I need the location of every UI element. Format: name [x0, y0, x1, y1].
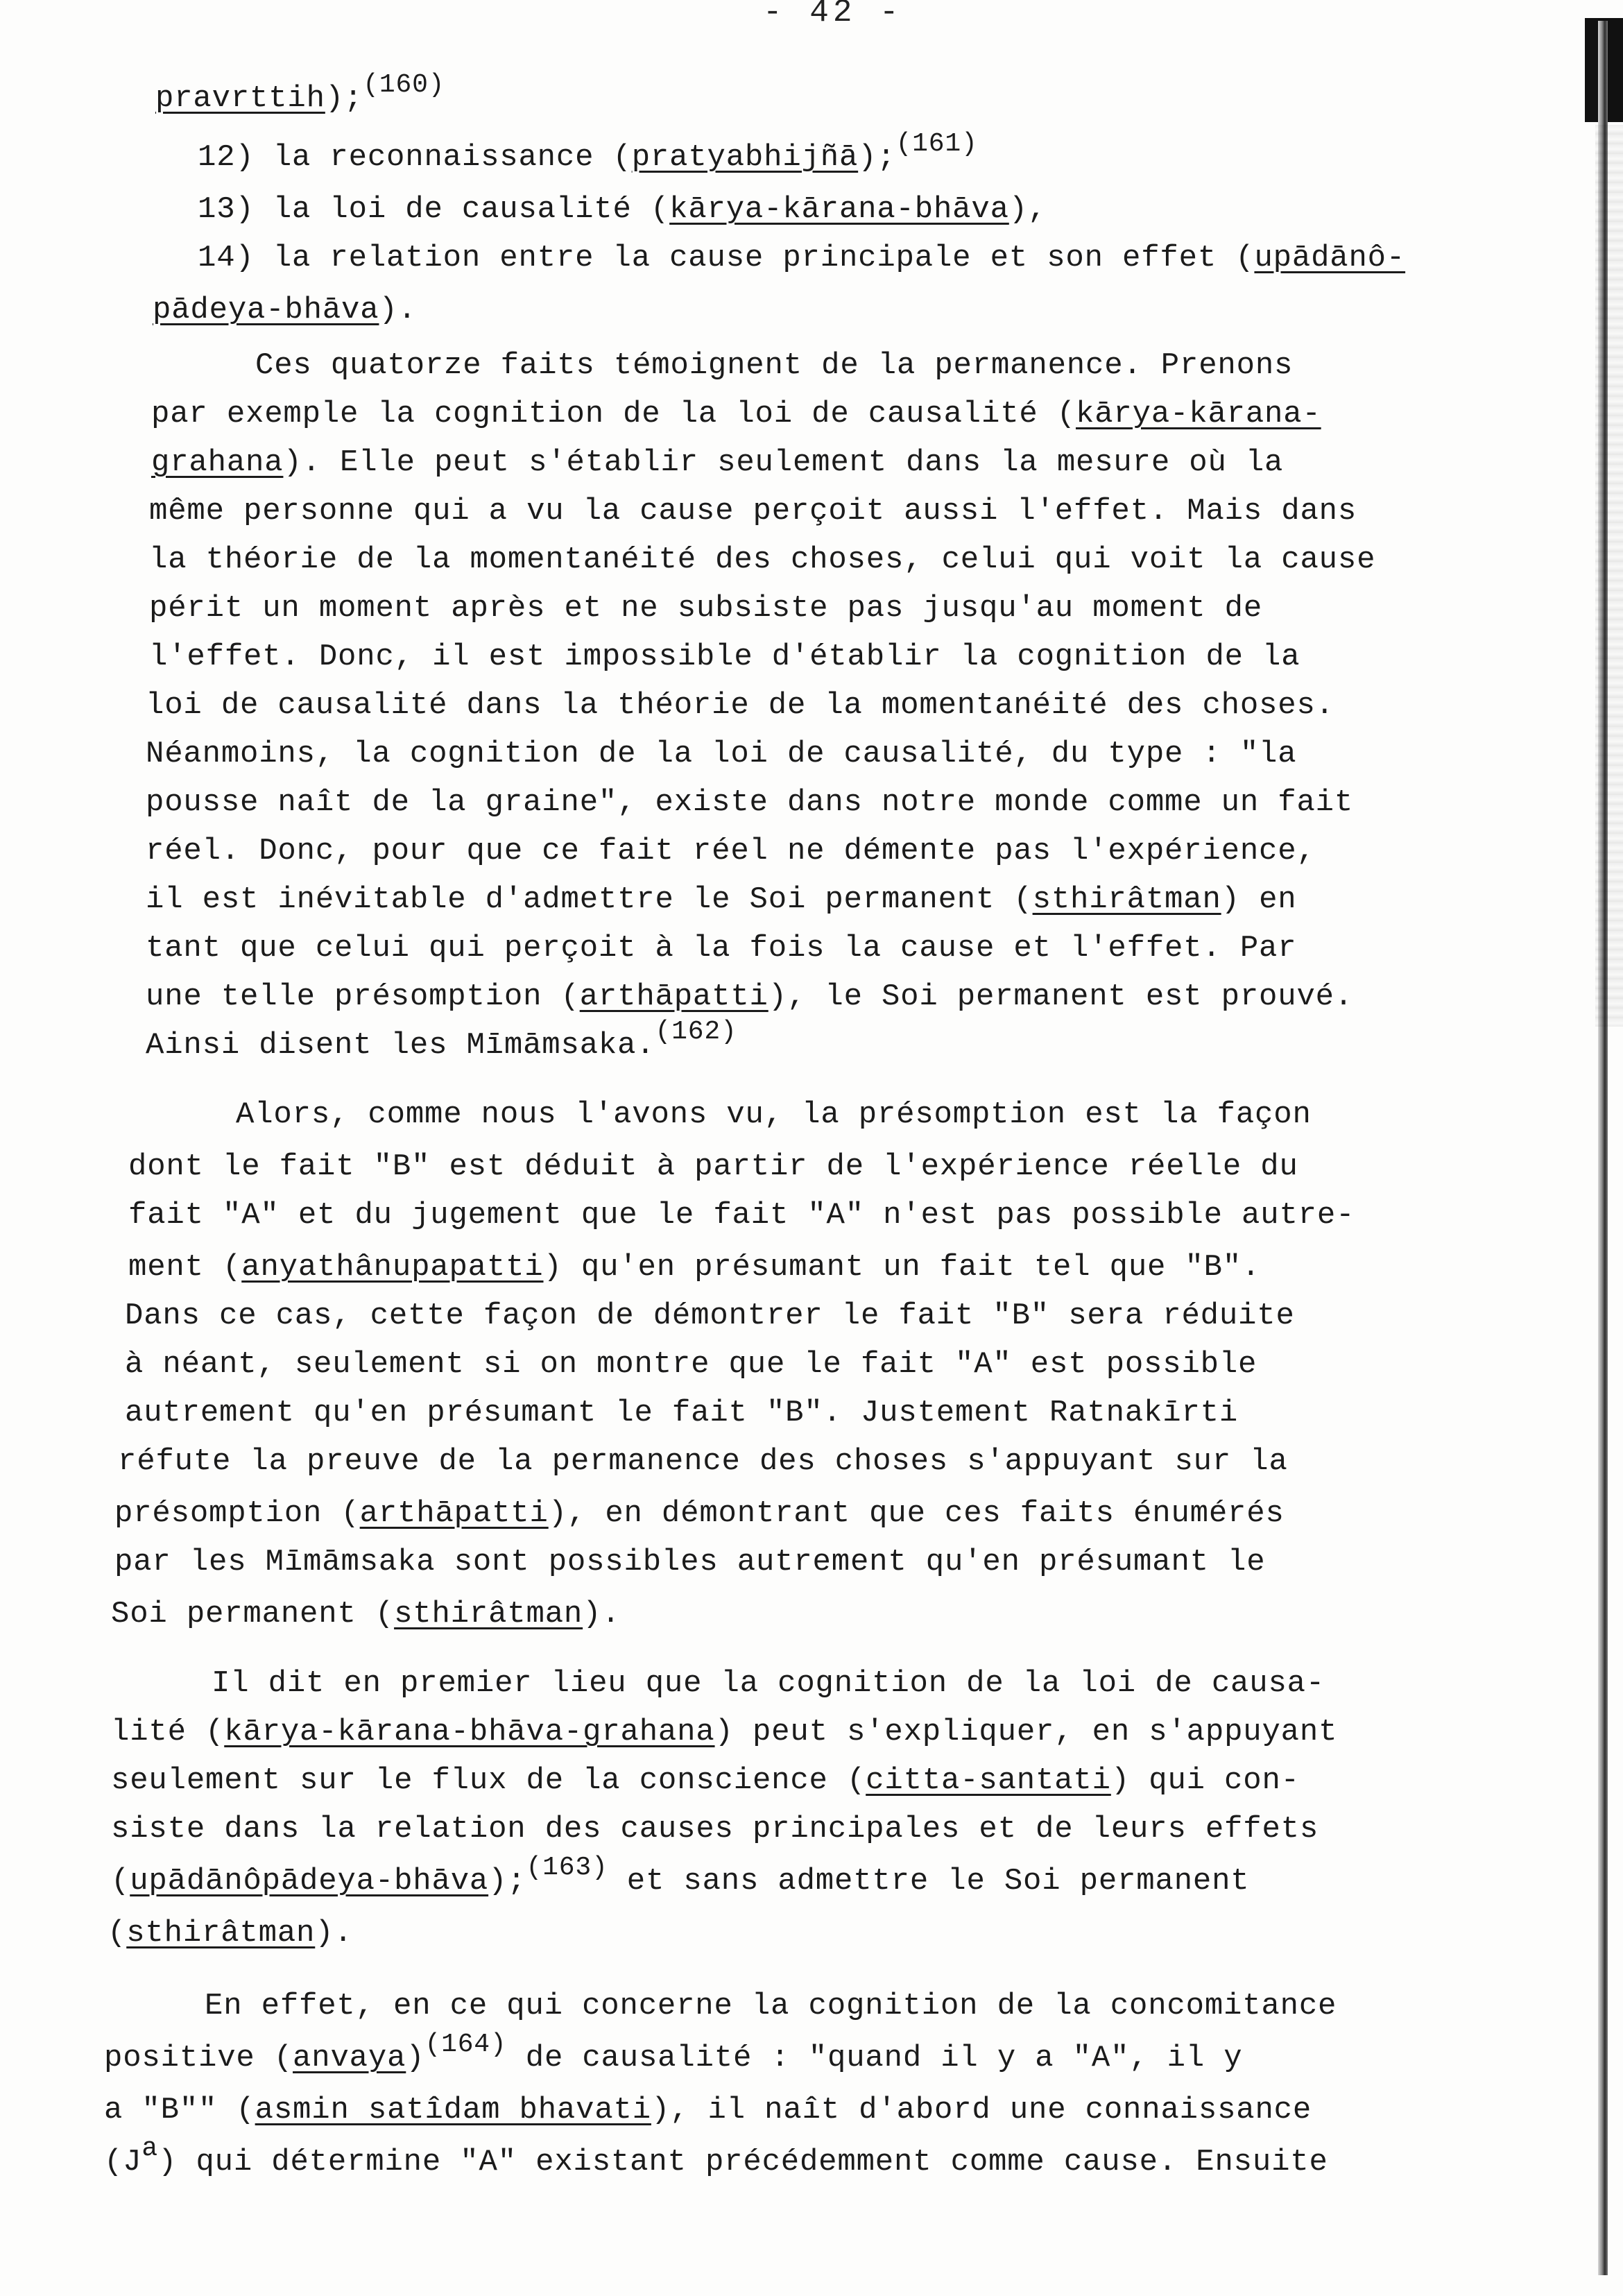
- term: kārya-kārana-bhāva-grahana: [224, 1715, 715, 1749]
- text-line: [149, 593, 1262, 624]
- text-line: [111, 1853, 1250, 1899]
- text-fragment: de causalité : "quand il y a "A", il y: [506, 2041, 1243, 2075]
- text-fragment: Ces quatorze faits témoignent de la permanence. Prenons: [255, 348, 1294, 383]
- term: kārya-kārana-: [1076, 397, 1321, 431]
- text-line: [125, 1398, 1238, 1428]
- text-fragment: );: [488, 1864, 526, 1899]
- term: upādānô-: [1254, 241, 1406, 275]
- term: sthirâtman: [126, 1916, 316, 1951]
- text-line: [198, 129, 978, 175]
- text-fragment: 13) la loi de causalité (: [198, 192, 670, 227]
- text-line: [146, 931, 1297, 966]
- term: citta-santati: [866, 1763, 1111, 1798]
- text-fragment: 12) la reconnaissance (: [198, 140, 632, 175]
- text-line: [111, 1812, 1319, 1847]
- text-line: [198, 194, 1047, 225]
- term: upādānôpādeya-bhāva: [130, 1864, 489, 1899]
- text-fragment: il est inévitable d'admettre le Soi permanent (: [146, 882, 1033, 917]
- text-fragment: même personne qui a vu la cause perçoit aussi l'effet. Mais dans: [149, 494, 1357, 529]
- text-line: [205, 1991, 1337, 2021]
- text-fragment: ) peut s'expliquer, en s'appuyant: [714, 1715, 1338, 1749]
- text-fragment: l'effet. Donc, il est impossible d'établir la cognition de la: [149, 640, 1300, 674]
- term: kārya-kārana-bhāva: [669, 192, 1009, 227]
- text-fragment: Ainsi disent les Mīmāmsaka.: [146, 1028, 655, 1063]
- text-fragment: ).: [379, 293, 417, 327]
- text-line: [146, 836, 1316, 866]
- text-line: [146, 979, 1354, 1014]
- text-fragment: 14) la relation entre la cause principale et son effet (: [198, 241, 1255, 275]
- text-fragment: par les Mīmāmsaka sont possibles autrement qu'en présumant le: [114, 1545, 1266, 1579]
- text-fragment: ).: [315, 1916, 353, 1951]
- text-line: [146, 739, 1296, 769]
- text-line: [125, 1349, 1257, 1380]
- text-fragment: positive (: [104, 2041, 293, 2075]
- text-fragment: seulement sur le flux de la conscience (: [111, 1763, 866, 1798]
- term: anyathânupapatti: [241, 1250, 544, 1285]
- text-fragment: ment (: [128, 1250, 242, 1285]
- text-fragment: ): [406, 2041, 425, 2075]
- text-fragment: fait "A" et du jugement que le fait "A" n'est pas possible autre-: [128, 1198, 1355, 1233]
- text-fragment: En effet, en ce qui concerne la cognition de la concomitance: [205, 1989, 1337, 2023]
- footnote-ref: (163): [526, 1853, 608, 1883]
- text-fragment: la théorie de la momentanéité des choses, celui qui voit la cause: [149, 542, 1376, 577]
- footnote-ref: (162): [655, 1017, 737, 1047]
- text-line: [236, 1099, 1312, 1130]
- page-number: - 42 -: [763, 0, 903, 31]
- text-line: [198, 243, 1405, 273]
- text-fragment: siste dans la relation des causes principales et de leurs effets: [111, 1812, 1319, 1847]
- text-fragment: pousse naît de la graine", existe dans notre monde comme un fait: [146, 785, 1354, 820]
- text-fragment: ). Elle peut s'établir seulement dans la mesure où la: [283, 445, 1284, 480]
- text-fragment: );: [325, 81, 363, 116]
- text-line: [114, 1547, 1265, 1577]
- footnote-ref: (161): [895, 129, 978, 160]
- text-line: [118, 1446, 1288, 1477]
- term: pratyabhijñā: [631, 140, 859, 175]
- text-line: [255, 350, 1293, 381]
- text-fragment: ) qui con-: [1110, 1763, 1300, 1798]
- text-line: [149, 494, 1357, 529]
- text-line: [111, 1717, 1337, 1747]
- text-line: [146, 690, 1334, 721]
- term: arthāpatti: [579, 979, 768, 1014]
- text-fragment: (: [111, 1864, 130, 1899]
- text-line: [153, 295, 417, 325]
- text-fragment: Soi permanent (: [111, 1597, 395, 1631]
- text-fragment: à néant, seulement si on montre que le fait "A" est possible: [125, 1347, 1257, 1382]
- text-fragment: lité (: [111, 1715, 225, 1749]
- text-fragment: ).: [583, 1597, 621, 1631]
- text-fragment: autrement qu'en présumant le fait "B". Justement Ratnakīrti: [125, 1396, 1239, 1430]
- text-line: [155, 70, 445, 116]
- text-line: [104, 2134, 1328, 2179]
- text-fragment: périt un moment après et ne subsiste pas jusqu'au moment de: [149, 591, 1263, 626]
- text-fragment: loi de causalité dans la théorie de la momentanéité des choses.: [146, 688, 1334, 723]
- text-line: [125, 1301, 1295, 1331]
- text-fragment: réel. Donc, pour que ce fait réel ne démente pas l'expérience,: [146, 834, 1316, 868]
- text-fragment: Il dit en premier lieu que la cognition de la loi de causa-: [212, 1666, 1325, 1701]
- text-fragment: ), il naît d'abord une connaissance: [651, 2093, 1312, 2127]
- text-fragment: par exemple la cognition de la loi de causalité (: [151, 397, 1076, 431]
- text-fragment: une telle présomption (: [146, 979, 580, 1014]
- text-line: [111, 1765, 1300, 1796]
- scan-noise-strip: [1595, 125, 1623, 1027]
- text-fragment: présomption (: [114, 1496, 360, 1531]
- text-fragment: (J: [104, 2145, 142, 2179]
- text-line: [151, 399, 1321, 429]
- text-fragment: (: [108, 1916, 127, 1951]
- text-line: [114, 1498, 1285, 1529]
- text-fragment: ), le Soi permanent est prouvé.: [768, 979, 1354, 1014]
- text-fragment: ) qu'en présumant un fait tel que "B".: [543, 1250, 1261, 1285]
- text-fragment: Dans ce cas, cette façon de démontrer le fait "B" sera réduite: [125, 1299, 1295, 1333]
- text-fragment: ) en: [1221, 882, 1297, 917]
- text-fragment: réfute la preuve de la permanence des choses s'appuyant sur la: [118, 1444, 1288, 1479]
- text-fragment: ), en démontrant que ces faits énumérés: [548, 1496, 1285, 1531]
- footnote-ref: (164): [424, 2030, 507, 2060]
- term: arthāpatti: [359, 1496, 549, 1531]
- text-fragment: ) qui détermine "A" existant précédemment comme cause. Ensuite: [158, 2145, 1328, 2179]
- text-line: [146, 1017, 737, 1063]
- text-line: [104, 2030, 1243, 2075]
- term: pravrttih: [155, 81, 325, 116]
- term: sthirâtman: [1032, 882, 1221, 917]
- text-line: [104, 2095, 1312, 2125]
- term: anvaya: [293, 2041, 406, 2075]
- text-line: [108, 1916, 353, 1951]
- text-fragment: Néanmoins, la cognition de la loi de causalité, du type : "la: [146, 737, 1297, 771]
- text-line: [146, 884, 1296, 915]
- text-fragment: );: [858, 140, 896, 175]
- text-line: [151, 447, 1283, 478]
- text-line: [149, 642, 1300, 672]
- text-line: [128, 1151, 1298, 1182]
- text-fragment: tant que celui qui perçoit à la fois la cause et l'effet. Par: [146, 931, 1297, 966]
- text-line: [128, 1200, 1355, 1231]
- text-fragment: Alors, comme nous l'avons vu, la présomption est la façon: [236, 1097, 1312, 1132]
- term: grahana: [151, 445, 284, 480]
- term: sthirâtman: [394, 1597, 583, 1631]
- text-line: [212, 1668, 1325, 1699]
- text-line: [111, 1599, 621, 1629]
- term: asmin satîdam bhavati: [255, 2093, 651, 2127]
- superscript-marker: a: [141, 2134, 159, 2164]
- footnote-ref: (160): [363, 70, 445, 101]
- text-fragment: dont le fait "B" est déduit à partir de l'expérience réelle du: [128, 1149, 1298, 1184]
- text-line: [128, 1252, 1260, 1283]
- term: pādeya-bhāva: [153, 293, 379, 327]
- text-fragment: ),: [1008, 192, 1047, 227]
- text-line: [149, 542, 1376, 577]
- text-fragment: a "B"" (: [104, 2093, 255, 2127]
- text-line: [146, 787, 1353, 818]
- text-fragment: et sans admettre le Soi permanent: [608, 1864, 1250, 1899]
